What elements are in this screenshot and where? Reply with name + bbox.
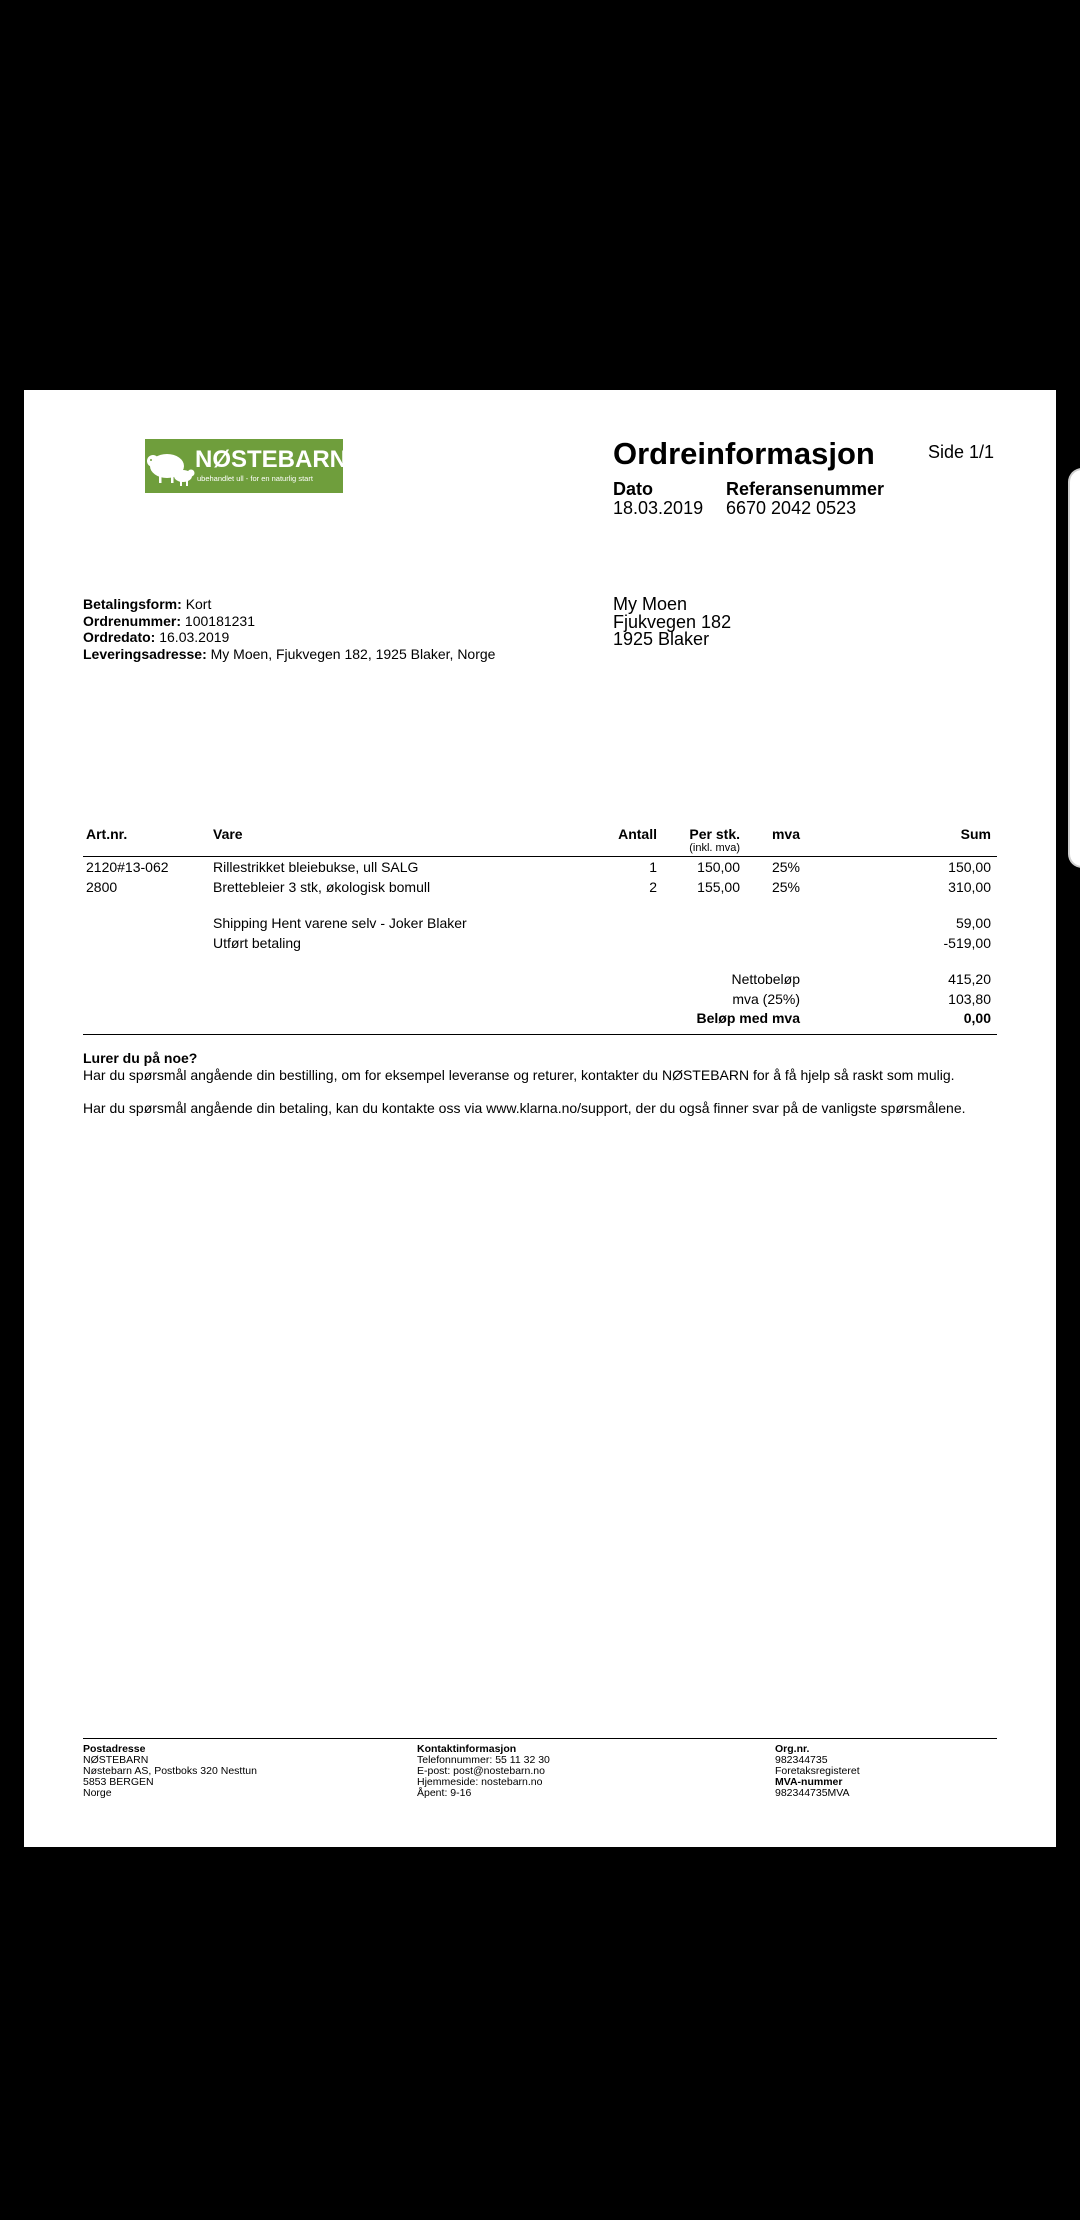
delivery-address-label: Leveringsadresse:	[83, 645, 207, 662]
order-info	[83, 596, 495, 662]
footer-contact-heading: Kontaktinformasjon	[417, 1743, 517, 1755]
table-header-rule	[83, 856, 997, 857]
payment-value: Kort	[185, 596, 212, 612]
brand-logo	[145, 439, 348, 493]
order-number-value: 100181231	[184, 612, 255, 629]
column-header-per-stk-sub: (inkl. mva)	[689, 842, 740, 854]
footer-contact	[417, 1744, 550, 1799]
notes-paragraph-payment: Har du spørsmål angående din betaling, kan du kontakte oss via www.klarna.no/support, der du også finner svar på de vanligste spørsmålene.	[83, 1100, 966, 1116]
table-cell-antall: 1	[649, 859, 657, 875]
footer-mva-value: 982344735MVA	[775, 1787, 850, 1799]
footer-contact-line: Telefonnummer: 55 11 32 30	[417, 1754, 550, 1766]
logo-name: NØSTEBARN	[195, 446, 348, 473]
footer-postal-line: Nøstebarn AS, Postboks 320 Nesttun	[83, 1765, 257, 1777]
total-label: Beløp med mva	[696, 1010, 800, 1026]
footer-contact-line: Hjemmeside: nostebarn.no	[417, 1776, 543, 1788]
footer-rule	[83, 1738, 997, 1739]
date-label: Dato	[613, 479, 653, 499]
footer-org	[775, 1744, 860, 1799]
net-amount-label: Nettobeløp	[731, 971, 800, 987]
notes-question: Lurer du på noe?	[83, 1050, 198, 1066]
date-value: 18.03.2019	[613, 498, 704, 518]
footer-org-number: 982344735	[775, 1754, 828, 1766]
table-cell-artnr: 2120#13-062	[86, 859, 169, 875]
column-header-sum: Sum	[960, 826, 991, 842]
order-date-value: 16.03.2019	[159, 629, 230, 645]
footer-contact-line: E-post: post@nostebarn.no	[417, 1765, 545, 1777]
table-cell-vare: Rillestrikket bleiebukse, ull SALG	[213, 859, 419, 875]
column-header-artnr: Art.nr.	[86, 826, 128, 842]
table-cell-sum: 310,00	[948, 879, 991, 895]
scroll-handle[interactable]	[1068, 468, 1080, 868]
column-header-antall: Antall	[618, 826, 657, 842]
table-cell-artnr: 2800	[86, 879, 118, 895]
net-amount-value: 415,20	[948, 971, 991, 987]
footer-org-registry: Foretaksregisteret	[775, 1765, 860, 1777]
document-title: Ordreinformasjon	[613, 436, 875, 471]
table-cell-sum: 150,00	[948, 859, 991, 875]
shipping-sum: 59,00	[955, 915, 991, 931]
total-value: 0,00	[963, 1010, 991, 1026]
column-header-per-stk: Per stk.	[689, 826, 740, 842]
recipient-street: Fjukvegen 182	[613, 611, 732, 632]
vat-label: mva (25%)	[732, 991, 800, 1007]
footer-contact-line: Åpent: 9-16	[417, 1787, 472, 1799]
help-notes	[83, 1050, 997, 1117]
order-date-label: Ordredato:	[83, 629, 156, 645]
table-cell-per-stk: 155,00	[697, 879, 740, 895]
footer-postal-heading: Postadresse	[83, 1743, 146, 1755]
shipping-label: Shipping Hent varene selv - Joker Blaker	[213, 915, 467, 931]
invoice-page	[24, 390, 1056, 1847]
footer-postal-line: Norge	[83, 1787, 112, 1799]
table-cell-vare: Brettebleier 3 stk, økologisk bomull	[213, 879, 431, 895]
column-header-vare: Vare	[213, 826, 243, 842]
table-cell-mva: 25%	[771, 859, 800, 875]
footer-postal-line: NØSTEBARN	[83, 1754, 149, 1766]
footer-postal	[83, 1744, 257, 1799]
order-number-label: Ordrenummer:	[83, 612, 182, 629]
column-header-mva: mva	[771, 826, 800, 842]
delivery-address-value: My Moen, Fjukvegen 182, 1925 Blaker, Norge	[210, 645, 496, 662]
payment-done-label: Utført betaling	[213, 935, 301, 951]
footer-postal-line: 5853 BERGEN	[83, 1776, 154, 1788]
table-footer-rule	[83, 1034, 997, 1035]
vat-value: 103,80	[948, 991, 991, 1007]
recipient-address	[613, 596, 731, 649]
footer-org-heading: Org.nr.	[775, 1743, 810, 1755]
reference-value: 6670 2042 0523	[726, 498, 857, 518]
logo-tagline: ubehandlet ull - for en naturlig start	[197, 474, 313, 483]
table-cell-per-stk: 150,00	[697, 859, 740, 875]
footer-mva-heading: MVA-nummer	[775, 1776, 843, 1788]
sheep-icon	[147, 444, 195, 490]
reference-label: Referansenummer	[726, 479, 885, 499]
table-cell-antall: 2	[649, 879, 657, 895]
table-cell-mva: 25%	[771, 879, 800, 895]
page-number: Side 1/1	[928, 442, 995, 462]
payment-label: Betalingsform:	[83, 596, 182, 612]
recipient-name: My Moen	[613, 594, 688, 614]
recipient-city: 1925 Blaker	[613, 629, 710, 649]
payment-done-sum: -519,00	[943, 935, 991, 951]
notes-paragraph-order: Har du spørsmål angående din bestilling, om for eksempel leveranse og returer, kontakter du NØSTEBARN for å få hjelp så raskt som mulig.	[83, 1066, 955, 1083]
